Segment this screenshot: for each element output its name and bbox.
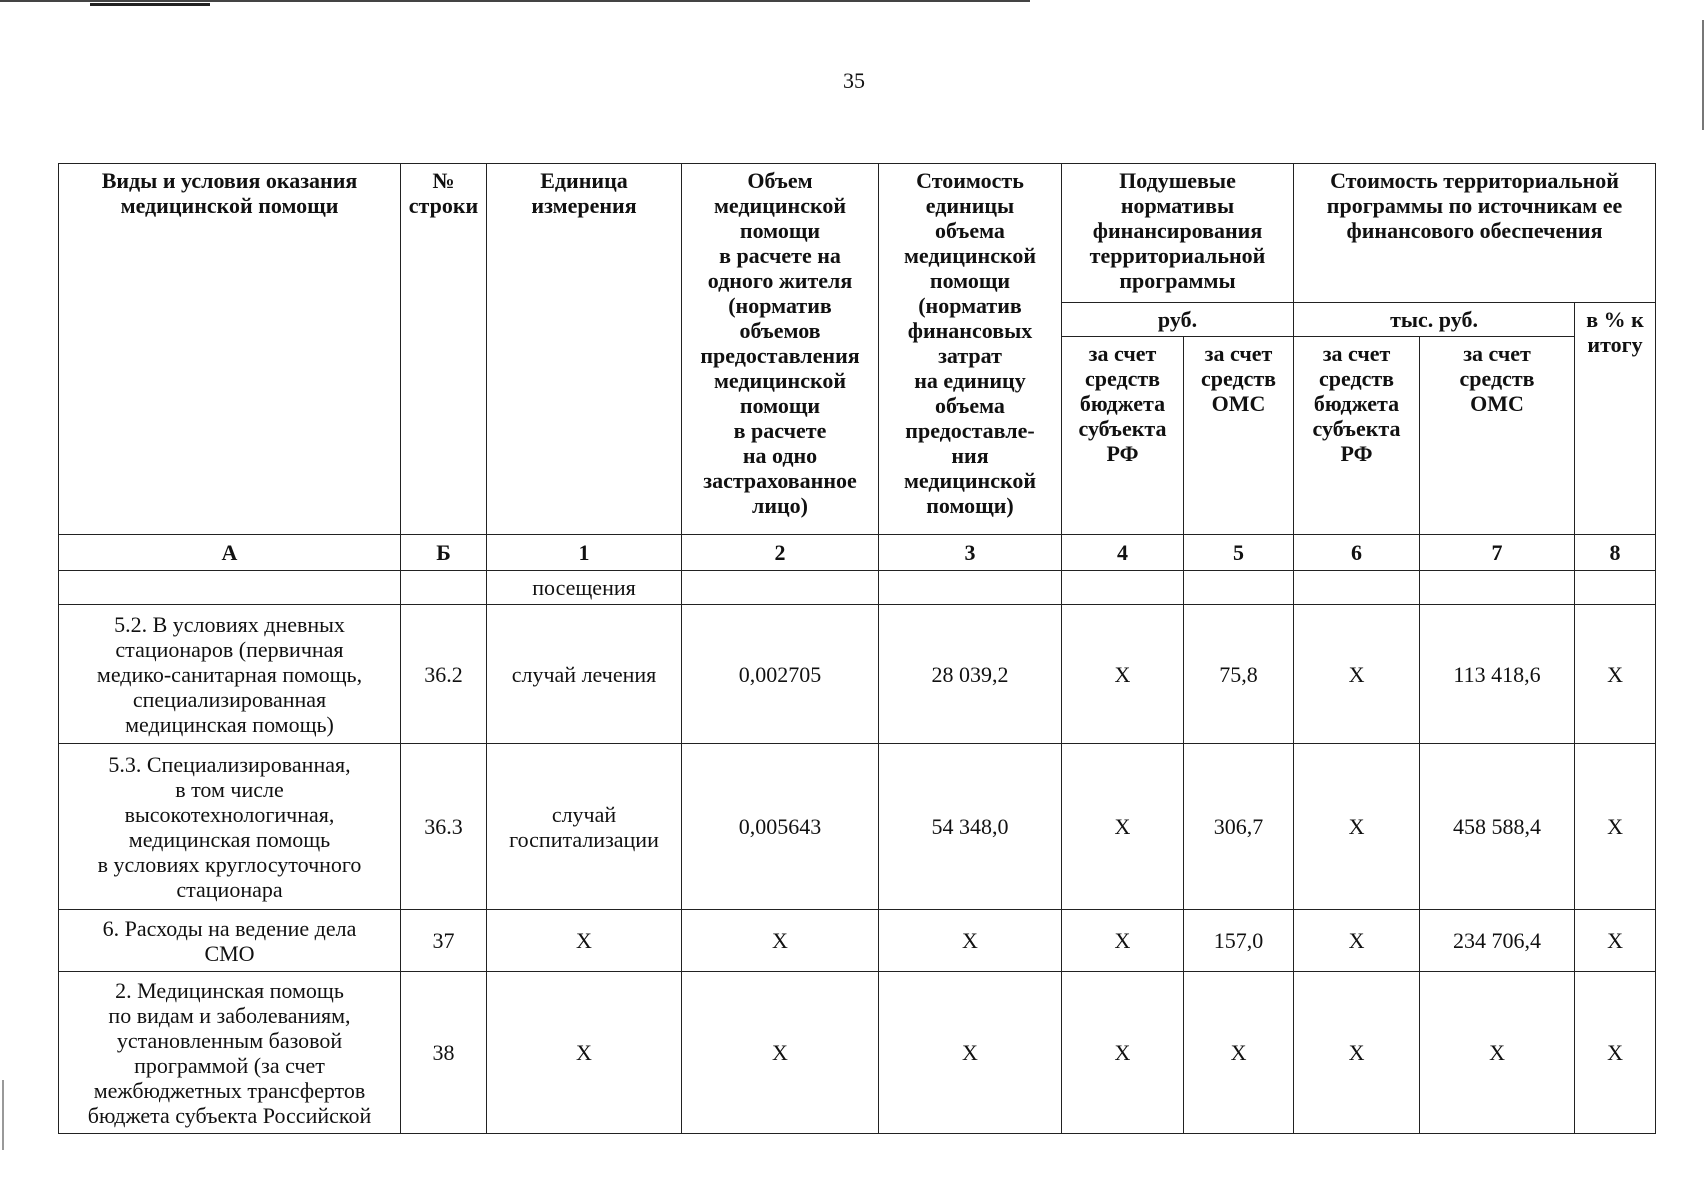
row-unit: посещения <box>487 571 682 605</box>
row-number: 36.3 <box>401 744 487 910</box>
page-number: 35 <box>843 68 865 93</box>
table-row <box>59 972 1656 1134</box>
row-percent: Х <box>1575 605 1656 744</box>
row-budget-rub <box>1062 571 1184 605</box>
table-row <box>59 571 1656 605</box>
header-unit-thousand-rub: тыс. руб. <box>1294 303 1575 337</box>
row-cost: 28 039,2 <box>879 605 1062 744</box>
table-row <box>59 910 1656 972</box>
row-number: 38 <box>401 972 487 1134</box>
header-volume: Объем медицинской помощи в расчете на одного жителя (норматив объемов предоставления медицинской помощи в расчете на одно застрахованное лицо) <box>682 164 879 535</box>
header-row-number: № строки <box>401 164 487 535</box>
program-cost-table <box>58 163 1656 1134</box>
row-name <box>59 571 401 605</box>
header-medical-care-type: Виды и условия оказания медицинской помощи <box>59 164 401 535</box>
row-cost <box>879 571 1062 605</box>
row-percent <box>1575 571 1656 605</box>
row-budget-thousand: Х <box>1294 972 1420 1134</box>
column-letter: Б <box>401 535 487 571</box>
row-volume: 0,002705 <box>682 605 879 744</box>
column-letter: 3 <box>879 535 1062 571</box>
row-oms-thousand: 458 588,4 <box>1420 744 1575 910</box>
row-name: 5.2. В условиях дневных стационаров (первичная медико-санитарная помощь, специализированная медицинская помощь) <box>59 605 401 744</box>
row-name: 2. Медицинская помощь по видам и заболеваниям, установленным базовой программой (за счет межбюджетных трансфертов бюджета субъекта Российской <box>59 972 401 1134</box>
row-oms-rub: Х <box>1184 972 1294 1134</box>
column-letter-row <box>59 535 1656 571</box>
scan-edge-top <box>0 0 1030 2</box>
row-number: 36.2 <box>401 605 487 744</box>
row-percent: Х <box>1575 744 1656 910</box>
column-letter: А <box>59 535 401 571</box>
row-cost: Х <box>879 910 1062 972</box>
header-oms-rub: за счет средств ОМС <box>1184 337 1294 535</box>
row-budget-rub: Х <box>1062 744 1184 910</box>
table-row <box>59 605 1656 744</box>
column-letter: 5 <box>1184 535 1294 571</box>
column-letter: 6 <box>1294 535 1420 571</box>
row-number <box>401 571 487 605</box>
table-row <box>59 744 1656 910</box>
row-unit: случай госпитализации <box>487 744 682 910</box>
row-oms-thousand: Х <box>1420 972 1575 1134</box>
column-letter: 8 <box>1575 535 1656 571</box>
column-letter: 7 <box>1420 535 1575 571</box>
header-unit: Единица измерения <box>487 164 682 535</box>
column-letter: 2 <box>682 535 879 571</box>
scan-edge-left <box>2 1080 4 1150</box>
row-budget-thousand: Х <box>1294 910 1420 972</box>
row-oms-rub: 306,7 <box>1184 744 1294 910</box>
header-unit-rub: руб. <box>1062 303 1294 337</box>
row-volume: Х <box>682 972 879 1134</box>
row-budget-thousand: Х <box>1294 744 1420 910</box>
row-percent: Х <box>1575 910 1656 972</box>
header-budget-rf-rub: за счет средств бюджета субъекта РФ <box>1062 337 1184 535</box>
header-program-cost-group: Стоимость территориальной программы по источникам ее финансового обеспечения <box>1294 164 1656 303</box>
scan-edge-mark <box>90 3 210 6</box>
row-volume <box>682 571 879 605</box>
row-percent: Х <box>1575 972 1656 1134</box>
row-budget-rub: Х <box>1062 972 1184 1134</box>
row-budget-rub: Х <box>1062 605 1184 744</box>
row-unit: Х <box>487 910 682 972</box>
row-oms-thousand: 234 706,4 <box>1420 910 1575 972</box>
row-cost: 54 348,0 <box>879 744 1062 910</box>
row-oms-rub <box>1184 571 1294 605</box>
row-unit: Х <box>487 972 682 1134</box>
header-unit-cost: Стоимость единицы объема медицинской помощи (норматив финансовых затрат на единицу объема предоставле- ния медицинской помощи) <box>879 164 1062 535</box>
row-name: 6. Расходы на ведение дела СМО <box>59 910 401 972</box>
header-per-capita-group: Подушевые нормативы финансирования территориальной программы <box>1062 164 1294 303</box>
row-budget-thousand: Х <box>1294 605 1420 744</box>
row-oms-thousand <box>1420 571 1575 605</box>
row-unit: случай лечения <box>487 605 682 744</box>
row-volume: Х <box>682 910 879 972</box>
row-oms-thousand: 113 418,6 <box>1420 605 1575 744</box>
header-oms-thousand: за счет средств ОМС <box>1420 337 1575 535</box>
row-oms-rub: 75,8 <box>1184 605 1294 744</box>
header-budget-rf-thousand: за счет средств бюджета субъекта РФ <box>1294 337 1420 535</box>
row-budget-thousand <box>1294 571 1420 605</box>
row-volume: 0,005643 <box>682 744 879 910</box>
row-budget-rub: Х <box>1062 910 1184 972</box>
row-number: 37 <box>401 910 487 972</box>
header-percent-of-total: в % к итогу <box>1575 303 1656 535</box>
row-oms-rub: 157,0 <box>1184 910 1294 972</box>
column-letter: 1 <box>487 535 682 571</box>
row-cost: Х <box>879 972 1062 1134</box>
column-letter: 4 <box>1062 535 1184 571</box>
row-name: 5.3. Специализированная, в том числе высокотехнологичная, медицинская помощь в условиях круглосуточного стационара <box>59 744 401 910</box>
